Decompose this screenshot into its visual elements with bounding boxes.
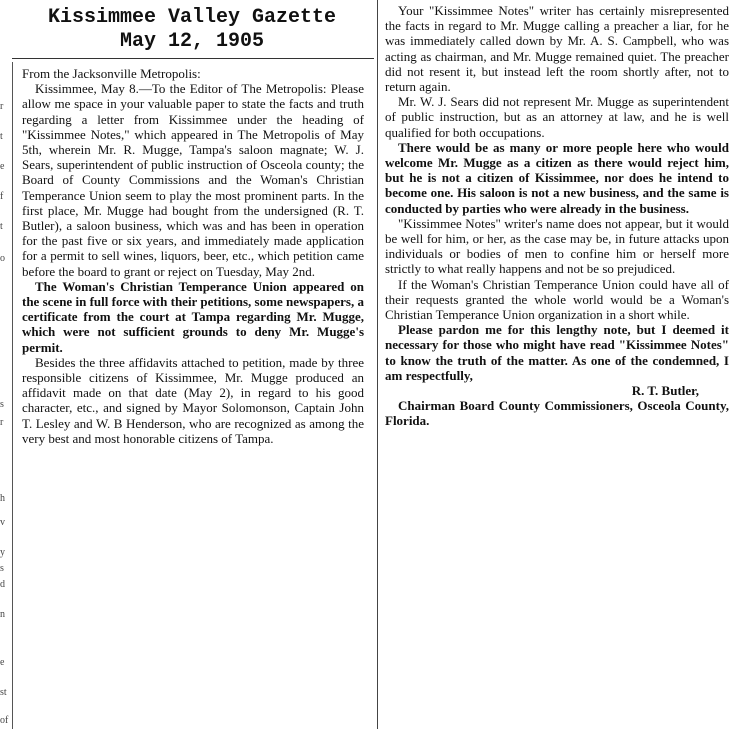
masthead [20, 6, 364, 54]
article-paragraph: "Kissimmee Notes" writer's name does not appear, but it would be well for him, or her, as the case may be, in future attacks upon individuals or bodies of men to confine him or herself more strictly to what really happens and not be so prejudiced. [385, 215, 729, 277]
article-paragraph: Please pardon me for this lengthy note, but I deemed it necessary for those who might have read "Kissimmee Notes" to know the truth of the matter. As one of the condemned, I am respectfully, [385, 322, 729, 383]
edge-fragment: e [0, 657, 5, 668]
article-column-right [385, 3, 729, 429]
column-rule [377, 0, 378, 729]
edge-fragment: o [0, 253, 5, 264]
edge-fragment: s [0, 399, 4, 410]
article-paragraph: There would be as many or more people here who would welcome Mr. Mugge as a citizen as there would reject him, but he is not a citizen of Kissimmee, nor does he intend to become one. His saloon is not a new business, and the same is conducted by parties who were already in the business. [385, 139, 729, 216]
article-column-left [22, 66, 364, 446]
article-paragraph: Mr. W. J. Sears did not represent Mr. Mugge as superintendent of public instruction, but as an attorney at law, and he is well qualified for both occupations. [385, 94, 729, 140]
edge-fragment: r [0, 417, 4, 428]
edge-fragment: st [0, 687, 7, 698]
edge-fragment: t [0, 131, 3, 142]
edge-fragment: e [0, 161, 5, 172]
edge-fragment: v [0, 517, 5, 528]
edge-fragment: t [0, 221, 3, 232]
edge-fragment: d [0, 579, 5, 590]
header-rule [12, 58, 374, 59]
signature-name: R. T. Butler, [631, 383, 699, 399]
edge-fragment: h [0, 493, 5, 504]
article-paragraph: Kissimmee, May 8.—To the Editor of The Metropolis: Please allow me space in your valuable paper to state the facts and truth regarding a letter from Kissimmee under the heading of "Kissimmee Notes," which appeared in The Metropolis of May 5th, wherein Mr. R. Mugge, Tampa's saloon magnate; W. J. Sears, superintendent of public instruction of Osceola county; the Board of County Commissions and the Woman's Christian Temperance Union seem to play the most prominent parts. In the first place, Mr. Mugge had bought from the undersigned (R. T. Butler), a saloon business, which was and has been in operation for the past five or six years, and immediately made application for a permit to sell wines, liquors, beer, etc., which petition came before the board to grant or reject on Tuesday, May 2nd. [22, 81, 364, 279]
article-paragraph: The Woman's Christian Temperance Union appeared on the scene in full force with their petitions, some newspapers, a certificate from the court at Tampa regarding Mr. Mugge, which were not sufficient grounds to deny Mr. Mugge's permit. [22, 278, 364, 355]
edge-fragment: n [0, 609, 5, 620]
article-paragraph: Besides the three affidavits attached to petition, made by three responsible citizens of Kissimmee, Mr. Mugge produced an affidavit made on that date (May 2), in regard to his good character, etc., and signed by Mayor Solomonson, Captain John T. Lesley and W. B Henderson, who are recognized as among the very best and most honorable citizens of Tampa. [22, 354, 364, 446]
issue-date: May 12, 1905 [119, 30, 265, 53]
left-margin-rule [12, 62, 13, 729]
edge-fragment: of [0, 715, 9, 726]
edge-fragment: s [0, 563, 4, 574]
article-paragraph: If the Woman's Christian Temperance Union could have all of their requests granted the whole world would be a Woman's Christian Temperance Union organization in a short while. [385, 276, 729, 323]
newspaper-title: Kissimmee Valley Gazette [47, 6, 337, 29]
edge-fragment: f [0, 191, 4, 202]
article-paragraph: Your "Kissimmee Notes" writer has certainly misrepresented the facts in regard to Mr. Mugge calling a preacher a liar, for he was immediately called down by Mr. A. S. Campbell, who was acting as chairman, and Mr. Mugge remained quiet. The preacher did not resent it, but instead left the room shortly after, not to return again. [385, 3, 729, 95]
edge-fragment: y [0, 547, 5, 558]
signature-title: Chairman Board County Commissioners, Osceola County, Florida. [385, 398, 729, 429]
edge-fragment: r [0, 101, 4, 112]
article-source: From the Jacksonville Metropolis: [22, 66, 201, 81]
